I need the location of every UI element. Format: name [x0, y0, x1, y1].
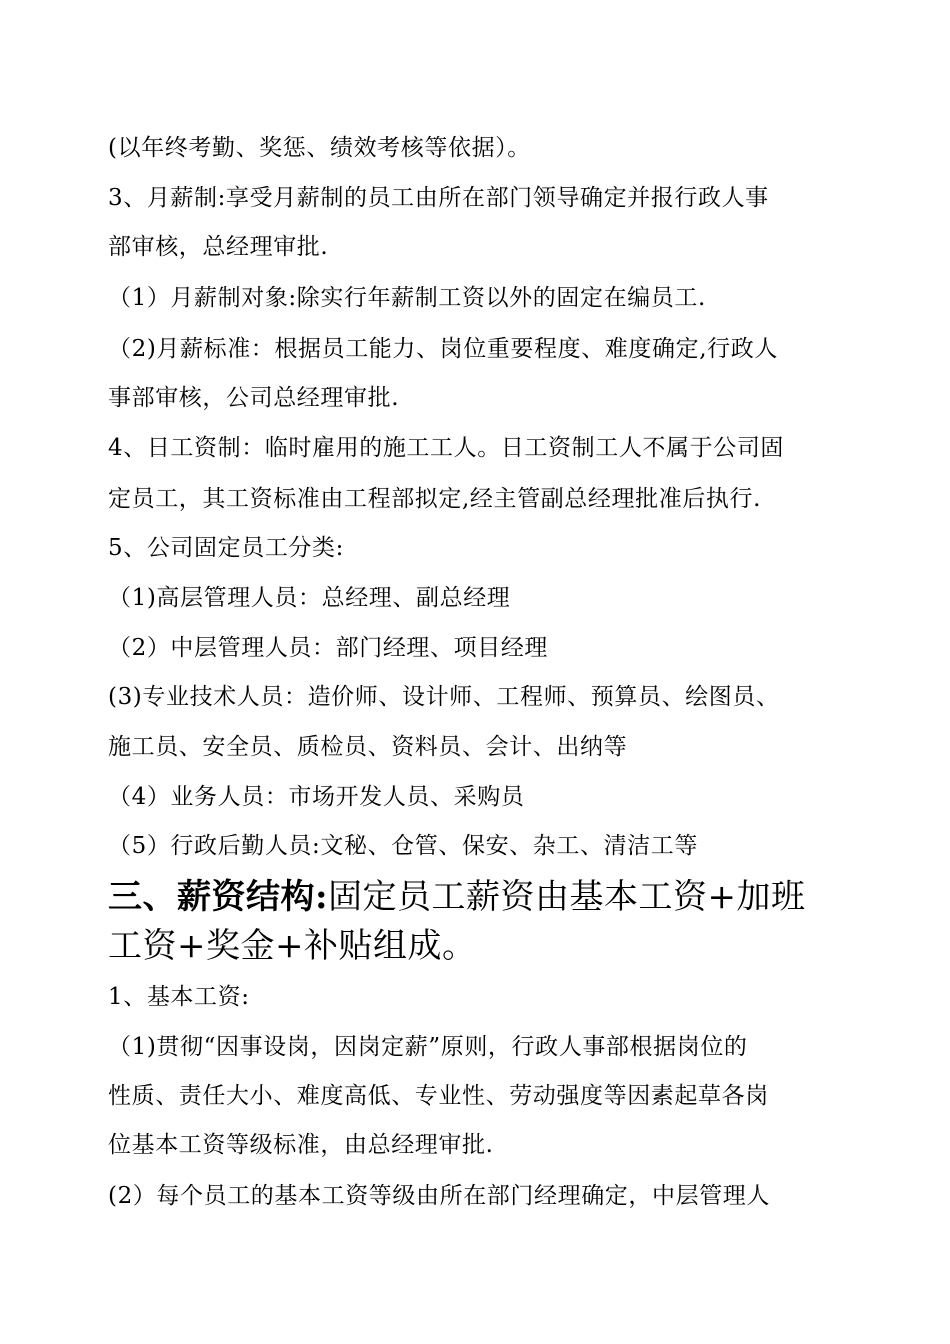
text-line-18: 性质、责任大小、难度高低、专业性、劳动强度等因素起草各岗: [108, 1083, 769, 1109]
text-line-7: 4、日工资制：临时雇用的施工工人。日工资制工人不属于公司固: [108, 435, 785, 461]
section-heading-text: 固定员工薪资由基本工资+加班: [328, 877, 806, 917]
text-line-16: 1、基本工资:: [108, 984, 250, 1010]
text-line-8: 定员工，其工资标准由工程部拟定,经主管副总经理批准后执行.: [108, 486, 762, 512]
text-line-15: （5）行政后勤人员:文秘、仓管、保安、杂工、清洁工等: [108, 833, 698, 859]
text-line-6: 事部审核，公司总经理审批.: [108, 385, 400, 411]
text-line-19: 位基本工资等级标准，由总经理审批.: [108, 1132, 494, 1158]
text-line-3: 部审核，总经理审批.: [108, 234, 329, 260]
text-line-14: （4）业务人员：市场开发人员、采购员: [108, 784, 525, 810]
section-heading-continuation: 工资+奖金+补贴组成。: [108, 926, 477, 966]
text-line-2: 3、月薪制:享受月薪制的员工由所在部门领导确定并报行政人事: [108, 185, 769, 211]
text-line-4: （1）月薪制对象:除实行年薪制工资以外的固定在编员工.: [108, 285, 706, 311]
text-line-10: （1)高层管理人员：总经理、副总经理: [108, 585, 511, 611]
text-line-20: (2）每个员工的基本工资等级由所在部门经理确定，中层管理人: [108, 1183, 771, 1209]
text-line-1: (以年终考勤、奖惩、绩效考核等依据）。: [108, 135, 531, 161]
text-line-13: 施工员、安全员、质检员、资料员、会计、出纳等: [108, 734, 628, 760]
text-line-12: (3)专业技术人员：造价师、设计师、工程师、预算员、绘图员、: [108, 684, 780, 710]
section-heading-title: 三、薪资结构:: [108, 877, 329, 917]
section-heading: [108, 876, 806, 918]
text-line-17: （1)贯彻“因事设岗，因岗定薪”原则，行政人事部根据岗位的: [108, 1034, 748, 1060]
text-line-5: （2)月薪标准：根据员工能力、岗位重要程度、难度确定,行政人: [108, 336, 778, 362]
text-line-11: （2）中层管理人员：部门经理、项目经理: [108, 635, 549, 661]
text-line-9: 5、公司固定员工分类:: [108, 535, 344, 561]
